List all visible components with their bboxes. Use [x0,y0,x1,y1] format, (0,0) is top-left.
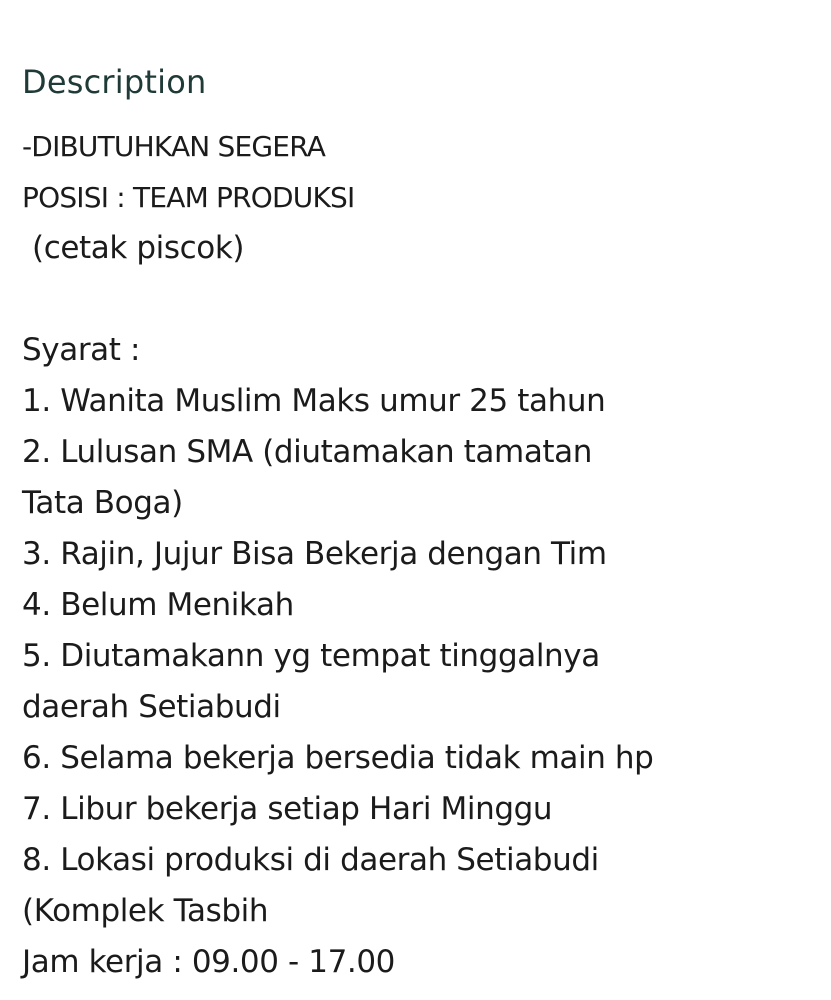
requirement-line: 1. Wanita Muslim Maks umur 25 tahun [22,383,606,419]
position-detail-line: (cetak piscok) [32,230,245,266]
requirement-line: 7. Libur bekerja setiap Hari Minggu [22,791,553,827]
working-hours-line: Jam kerja : 09.00 - 17.00 [22,944,396,980]
requirement-line: 6. Selama bekerja bersedia tidak main hp [22,740,654,776]
description-section [22,58,822,988]
hiring-urgent-line: -DIBUTUHKAN SEGERA [22,130,326,163]
position-line: POSISI : TEAM PRODUKSI [22,181,355,214]
requirement-line: 5. Diutamakann yg tempat tinggalnya [22,638,600,674]
requirement-line: 3. Rajin, Jujur Bisa Bekerja dengan Tim [22,536,607,572]
requirement-line: 2. Lulusan SMA (diutamakan tamatan [22,434,593,470]
requirement-line: 4. Belum Menikah [22,587,294,623]
section-title: Description [22,63,207,101]
requirement-line: daerah Setiabudi [22,689,281,725]
description-body [22,121,822,988]
blank-line [22,274,822,325]
requirement-line: (Komplek Tasbih [22,893,269,929]
requirement-line: Tata Boga) [22,485,183,521]
requirement-line: 8. Lokasi produksi di daerah Setiabudi [22,842,599,878]
requirements-label: Syarat : [22,332,141,368]
